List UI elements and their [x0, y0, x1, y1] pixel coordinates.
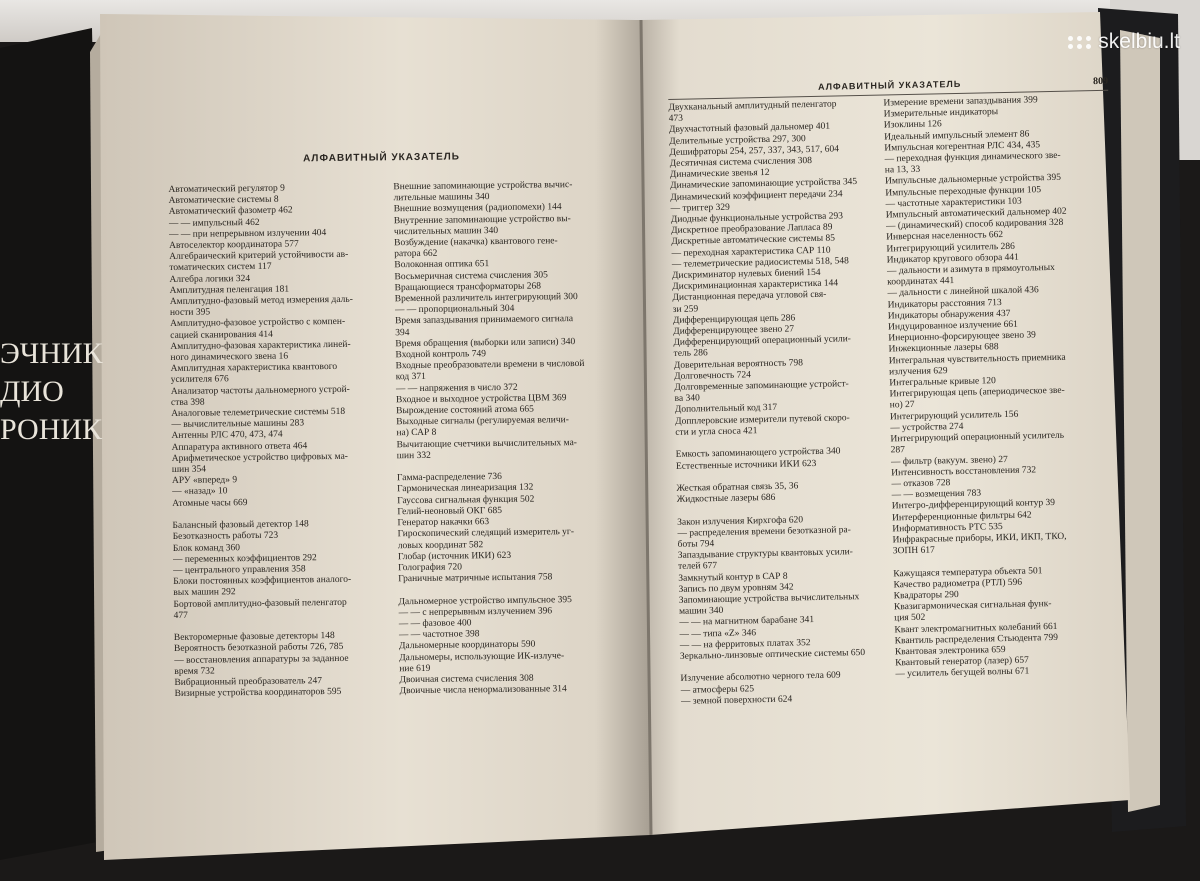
index-entry: Дифференцирующее звено 27 — [673, 324, 795, 338]
index-entry: лительные машины 340 — [393, 192, 490, 204]
index-entry: Арифметическое устройство цифровых ма- — [171, 451, 348, 464]
index-entry: Амплитудная характеристика квантового — [170, 362, 338, 375]
index-entry: Дискретные автоматические системы 85 — [671, 233, 836, 248]
index-entry: Генератор накачки 663 — [397, 517, 490, 529]
index-entry: Инерционно-форсирующее звено 39 — [888, 330, 1037, 344]
cover-line: ЭЧНИК — [0, 337, 103, 370]
index-entry: — — импульсный 462 — [168, 217, 260, 229]
index-entry: Изоклины 126 — [883, 119, 942, 131]
index-entry: Диодные функциональные устройства 293 — [670, 211, 844, 226]
index-entry: Двухканальный амплитудный пеленгатор — [668, 99, 837, 113]
index-entry: Автоматический регулятор 9 — [168, 183, 285, 195]
index-entry: Квантиль распределения Стьюдента 799 — [894, 632, 1059, 647]
index-entry: — фильтр (вакуум. звено) 27 — [890, 454, 1008, 467]
index-entry: но) 27 — [889, 400, 915, 411]
watermark — [1068, 30, 1180, 54]
index-entry: Антенны РЛС 470, 473, 474 — [171, 430, 283, 442]
index-entry: Квадраторы 290 — [893, 589, 959, 602]
index-entry: Внешние запоминающие устройства вычис- — [393, 180, 573, 193]
index-entry: — восстановления аппаратуры за заданное — [174, 653, 349, 666]
index-entry: — — при непрерывном излучении 404 — [168, 227, 327, 240]
index-entry: Возбуждение (накачка) квантового гене- — [394, 236, 558, 249]
left-column-2 — [393, 179, 629, 697]
index-entry: Интегрирующая цепь (апериодическое зве- — [889, 386, 1065, 400]
watermark-dots-icon — [1068, 36, 1092, 49]
index-entry: Запаздывание структуры квантовых усили- — [677, 547, 853, 562]
index-entry: Индуцированное излучение 661 — [888, 319, 1018, 333]
index-entry: Закон излучения Кирхгофа 620 — [677, 514, 804, 528]
page-number: 809 — [1092, 75, 1109, 88]
index-entry: Дискриминатор нулевых биений 154 — [671, 267, 821, 282]
index-entry: ловых координат 582 — [397, 539, 484, 551]
index-entry: Импульсные дальномерные устройства 395 — [884, 173, 1062, 187]
index-entry: ва 340 — [674, 393, 700, 405]
index-entry: Вероятность безотказной работы 726, 785 — [173, 642, 344, 655]
index-entry: Доверительная вероятность 798 — [673, 357, 804, 371]
index-entry: Дифференцирующий операционный усили- — [673, 334, 852, 349]
index-entry: — усилитель бегущей волны 671 — [895, 666, 1030, 680]
index-entry: ратора 662 — [394, 248, 438, 260]
index-entry: — частотные характеристики 103 — [885, 196, 1022, 210]
index-entry: Атомные часы 669 — [172, 497, 248, 509]
index-entry: 394 — [395, 327, 410, 338]
cover-line: ДИО — [0, 375, 64, 408]
index-entry: Интерференционные фильтры 642 — [892, 509, 1032, 523]
index-entry: Амплитудная пеленгация 181 — [169, 284, 290, 296]
index-entry: Дополнительный код 317 — [674, 403, 778, 416]
index-entry: — триггер 329 — [670, 202, 730, 214]
index-entry: Измерение времени запаздывания 399 — [883, 95, 1038, 109]
index-entry: АРУ «вперед» 9 — [171, 475, 238, 487]
index-entry: боты 794 — [677, 539, 715, 550]
index-entry: шин 354 — [171, 464, 207, 476]
index-entry: Жесткая обратная связь 35, 36 — [676, 481, 799, 494]
index-entry: — — возмещения 783 — [891, 488, 982, 501]
left-page-title: АЛФАВИТНЫЙ УКАЗАТЕЛЬ — [302, 151, 461, 165]
index-entry: на 13, 33 — [884, 164, 921, 176]
index-entry: Двоичная система счисления 308 — [399, 673, 534, 686]
index-entry: Долговечность 724 — [674, 370, 752, 382]
index-entry: томатических систем 117 — [169, 262, 272, 274]
index-entry: — дальности с линейной шкалой 436 — [887, 285, 1039, 299]
index-entry: Векторомерные фазовые детекторы 148 — [173, 631, 335, 644]
index-entry: Граничные матричные испытания 758 — [398, 572, 553, 585]
index-entry: Индикаторы обнаружения 437 — [887, 308, 1011, 322]
index-entry: Десятичная система счисления 308 — [669, 156, 813, 169]
index-entry: зи 259 — [672, 304, 699, 315]
index-entry: — центрального управления 358 — [173, 564, 306, 576]
index-entry: Дистанционная передача угловой свя- — [672, 290, 827, 304]
index-entry: Время обращения (выборки или записи) 340 — [395, 336, 576, 350]
index-entry: Квазигармоническая сигнальная функ- — [893, 599, 1052, 613]
index-entry: Дальномеры, использующие ИК-излуче- — [399, 650, 565, 663]
index-entry: — — с непрерывным излучением 396 — [398, 606, 553, 618]
right-column-2 — [883, 94, 1120, 681]
watermark-text: skelbiu.lt — [1098, 30, 1180, 53]
index-entry: на) САР 8 — [396, 428, 437, 439]
index-entry: Идеальный импульсный элемент 86 — [884, 129, 1030, 143]
index-entry: Блок команд 360 — [172, 542, 241, 554]
index-entry: Входной контроль 749 — [395, 349, 487, 361]
index-entry: — телеметрические радиосистемы 518, 548 — [671, 256, 849, 270]
cover-text — [0, 335, 103, 449]
index-entry: — — типа «Z» 346 — [679, 627, 757, 640]
index-entry: 473 — [668, 113, 684, 125]
index-entry: Дальномерные координаторы 590 — [398, 639, 536, 652]
index-entry: ности 395 — [169, 307, 211, 319]
index-entry: — распределения времени безотказной ра- — [677, 524, 851, 539]
running-header-title: АЛФАВИТНЫЙ УКАЗАТЕЛЬ — [817, 78, 962, 92]
index-entry: Вычитающие счетчики вычислительных ма- — [396, 437, 578, 450]
index-entry: ние 619 — [399, 663, 431, 674]
index-entry: ЗОПН 617 — [892, 545, 935, 557]
index-entry: Дифференцирующая цепь 286 — [672, 313, 796, 326]
index-entry: Интегрирующий операционный усилитель — [890, 430, 1065, 445]
index-entry: Визирные устройства координаторов 595 — [174, 687, 342, 700]
index-entry: Интегрирующий усилитель 156 — [889, 409, 1019, 423]
index-entry: Амплитудно-фазовый метод измерения даль- — [169, 294, 353, 308]
index-entry: Вращающиеся трансформаторы 268 — [394, 281, 542, 294]
index-entry: излучения 629 — [888, 366, 948, 378]
index-entry: Жидкостные лазеры 686 — [676, 492, 776, 506]
index-entry: Дешифраторы 254, 257, 337, 343, 517, 604 — [669, 144, 840, 158]
index-entry: Замкнутый контур в САР 8 — [678, 571, 788, 584]
index-entry: — вычислительные машины 283 — [171, 418, 305, 431]
index-entry: Автоселектор координатора 577 — [169, 239, 299, 252]
index-entry: — переходная функция динамического зве- — [884, 150, 1061, 165]
index-entry: — атмосферы 625 — [680, 683, 755, 696]
index-entry: Гамма-распределение 736 — [396, 472, 502, 484]
index-entry: — устройства 274 — [890, 421, 964, 434]
index-entry: Гармоническая линеаризация 132 — [397, 483, 534, 495]
index-entry: Вибрационный преобразователь 247 — [174, 676, 323, 688]
index-entry: координатах 441 — [887, 276, 955, 288]
index-entry: Импульсный автоматический дальномер 402 — [885, 206, 1067, 221]
index-entry: тель 286 — [673, 348, 708, 360]
index-entry: шин 332 — [396, 450, 431, 462]
index-entry: Емкость запоминающего устройства 340 — [675, 446, 841, 461]
index-entry: — дальности и азимута в прямоугольных — [886, 262, 1055, 277]
index-entry: — — пропорциональный 304 — [394, 304, 515, 316]
index-entry: Глобар (источник ИКИ) 623 — [397, 550, 512, 562]
index-entry: Интегральная чувствительность приемника — [888, 352, 1066, 367]
index-entry: Автоматический фазометр 462 — [168, 205, 293, 218]
index-entry: числительных машин 340 — [393, 225, 499, 238]
left-column-1 — [168, 182, 389, 700]
index-entry: Голография 720 — [398, 562, 462, 574]
index-entry: Безотказность работы 723 — [172, 530, 279, 543]
index-entry: Блоки постоянных коэффициентов аналого- — [173, 574, 352, 588]
index-entry: Допплеровские измерители путевой скоро- — [674, 412, 850, 427]
index-entry: Время запаздывания принимаемого сигнала — [394, 314, 574, 327]
index-entry: Алгебраический критерий устойчивости ав- — [169, 250, 349, 263]
index-entry: Дискретное преобразование Лапласа 89 — [670, 222, 833, 237]
index-entry: ства 398 — [170, 397, 205, 408]
index-entry: Интегральные кривые 120 — [889, 376, 996, 389]
index-entry: Балансный фазовый детектор 148 — [172, 519, 309, 532]
index-entry: Инфракрасные приборы, ИКИ, ИКП, ТКО, — [892, 531, 1067, 546]
index-entry: Инжекционные лазеры 688 — [888, 342, 999, 355]
index-entry: — земной поверхности 624 — [680, 694, 793, 707]
index-entry: машин 340 — [678, 606, 724, 618]
index-entry: Импульсные переходные функции 105 — [885, 184, 1042, 199]
index-entry: — — фазовое 400 — [398, 618, 472, 630]
index-entry: Квантовая электроника 659 — [894, 645, 1006, 658]
index-entry: Квант электромагнитных колебаний 661 — [894, 621, 1058, 635]
index-entry: Аналоговые телеметрические системы 518 — [171, 406, 346, 420]
index-entry: Выходные сигналы (регулируемая величи- — [396, 415, 569, 428]
index-entry: — — на ферритовых платах 352 — [679, 637, 811, 651]
index-entry: Волоконная оптика 651 — [394, 259, 490, 271]
index-entry: Интегрирующий усилитель 286 — [886, 241, 1015, 255]
index-entry: Качество радиометра (РТЛ) 596 — [893, 577, 1023, 591]
index-entry: Делительные устройства 297, 300 — [669, 133, 806, 147]
index-entry: Импульсная когерентная РЛС 434, 435 — [884, 140, 1041, 154]
index-entry: ция 502 — [894, 613, 926, 624]
index-entry: Алгебра логики 324 — [169, 273, 251, 285]
index-entry: Индикаторы расстояния 713 — [887, 297, 1002, 311]
index-entry: Кажущаяся температура объекта 501 — [893, 565, 1043, 579]
right-column-1 — [668, 99, 886, 708]
index-entry: Гелий-неоновый ОКГ 685 — [397, 505, 503, 518]
index-entry: — отказов 728 — [891, 478, 951, 490]
index-entry: Квантовый генератор (лазер) 657 — [895, 655, 1029, 669]
index-entry: Запоминающие устройства вычислительных — [678, 592, 860, 606]
index-entry: — — на магнитном барабане 341 — [679, 615, 815, 629]
index-entry: Дальномерное устройство импульсное 395 — [398, 594, 572, 607]
index-entry: — — напряжения в число 372 — [395, 382, 518, 394]
index-entry: Дискриминационная характеристика 144 — [672, 278, 839, 293]
index-entry: Зеркально-линзовые оптические системы 650 — [679, 647, 866, 662]
index-entry: Амплитудно-фазовое устройство с компен- — [170, 317, 346, 330]
index-entry: Интенсивность восстановления 732 — [891, 465, 1037, 479]
index-entry: Инверсная населенность 662 — [886, 230, 1004, 243]
index-entry: время 732 — [174, 666, 215, 677]
index-entry: — (динамический) способ кодирования 328 — [885, 217, 1064, 232]
index-entry: Анализатор частоты дальномерного устрой- — [170, 384, 350, 397]
cover-line: РОНИК — [0, 413, 103, 446]
index-entry: — — частотное 398 — [398, 629, 480, 641]
index-entry: Аппаратура активного ответа 464 — [171, 440, 308, 453]
index-entry: Амплитудно-фазовая характеристика линей- — [170, 339, 351, 352]
index-entry: Излучение абсолютно черного тела 609 — [680, 670, 841, 685]
index-entry: Запись по двум уровням 342 — [678, 582, 794, 595]
index-entry: Динамические звенья 12 — [669, 168, 770, 181]
index-entry: Внешние возмущения (радиопомехи) 144 — [393, 202, 562, 215]
index-entry: 477 — [173, 610, 188, 621]
index-entry: Бортовой амплитудно-фазовый пеленгатор — [173, 597, 347, 610]
index-entry: Двоичные числа ненормализованные 314 — [399, 684, 567, 697]
index-entry: сти и угла сноса 421 — [675, 426, 758, 438]
index-entry: сацией сканирования 414 — [170, 329, 273, 341]
index-entry: Двухчастотный фазовый дальномер 401 — [668, 122, 831, 136]
index-entry: Динамический коэффициент передачи 234 — [670, 188, 843, 203]
index-entry: Информативность РТС 535 — [892, 521, 1003, 535]
index-entry: Входное и выходное устройства ЦВМ 369 — [395, 393, 567, 406]
index-entry: Временной различитель интегрирующий 300 — [394, 292, 578, 305]
index-entry: Динамические запоминающие устройства 345 — [670, 177, 858, 192]
index-entry: телей 677 — [677, 561, 718, 573]
index-entry: Измерительные индикаторы — [883, 107, 999, 120]
index-entry: — «назад» 10 — [172, 486, 228, 498]
index-entry: Входные преобразователи времени в числовой — [395, 359, 585, 372]
index-entry: — переходная характеристика САР 110 — [671, 245, 831, 259]
index-entry: Естественные источники ИКИ 623 — [675, 458, 817, 472]
index-entry: Гауссова сигнальная функция 502 — [397, 494, 535, 506]
index-entry: вых машин 292 — [173, 587, 236, 599]
index-entry: Гироскопический следящий измеритель уг- — [397, 527, 575, 540]
index-entry: Индикатор кругового обзора 441 — [886, 252, 1019, 266]
index-entry: Долговременные запоминающие устройст- — [674, 379, 849, 394]
index-entry: Вырождение состояний атома 665 — [396, 404, 534, 417]
index-entry: код 371 — [395, 372, 426, 383]
index-entry: усилителя 676 — [170, 374, 229, 386]
index-entry: Интегро-дифференцирующий контур 39 — [891, 498, 1056, 512]
index-entry: Восьмеричная система счисления 305 — [394, 269, 548, 282]
index-entry: — переменных коэффициентов 292 — [172, 552, 317, 565]
index-entry: ного динамического звена 16 — [170, 351, 289, 364]
index-entry: 287 — [890, 445, 906, 456]
index-entry: Внутренние запоминающие устройство вы- — [393, 213, 571, 226]
index-entry: Автоматические системы 8 — [168, 194, 279, 207]
